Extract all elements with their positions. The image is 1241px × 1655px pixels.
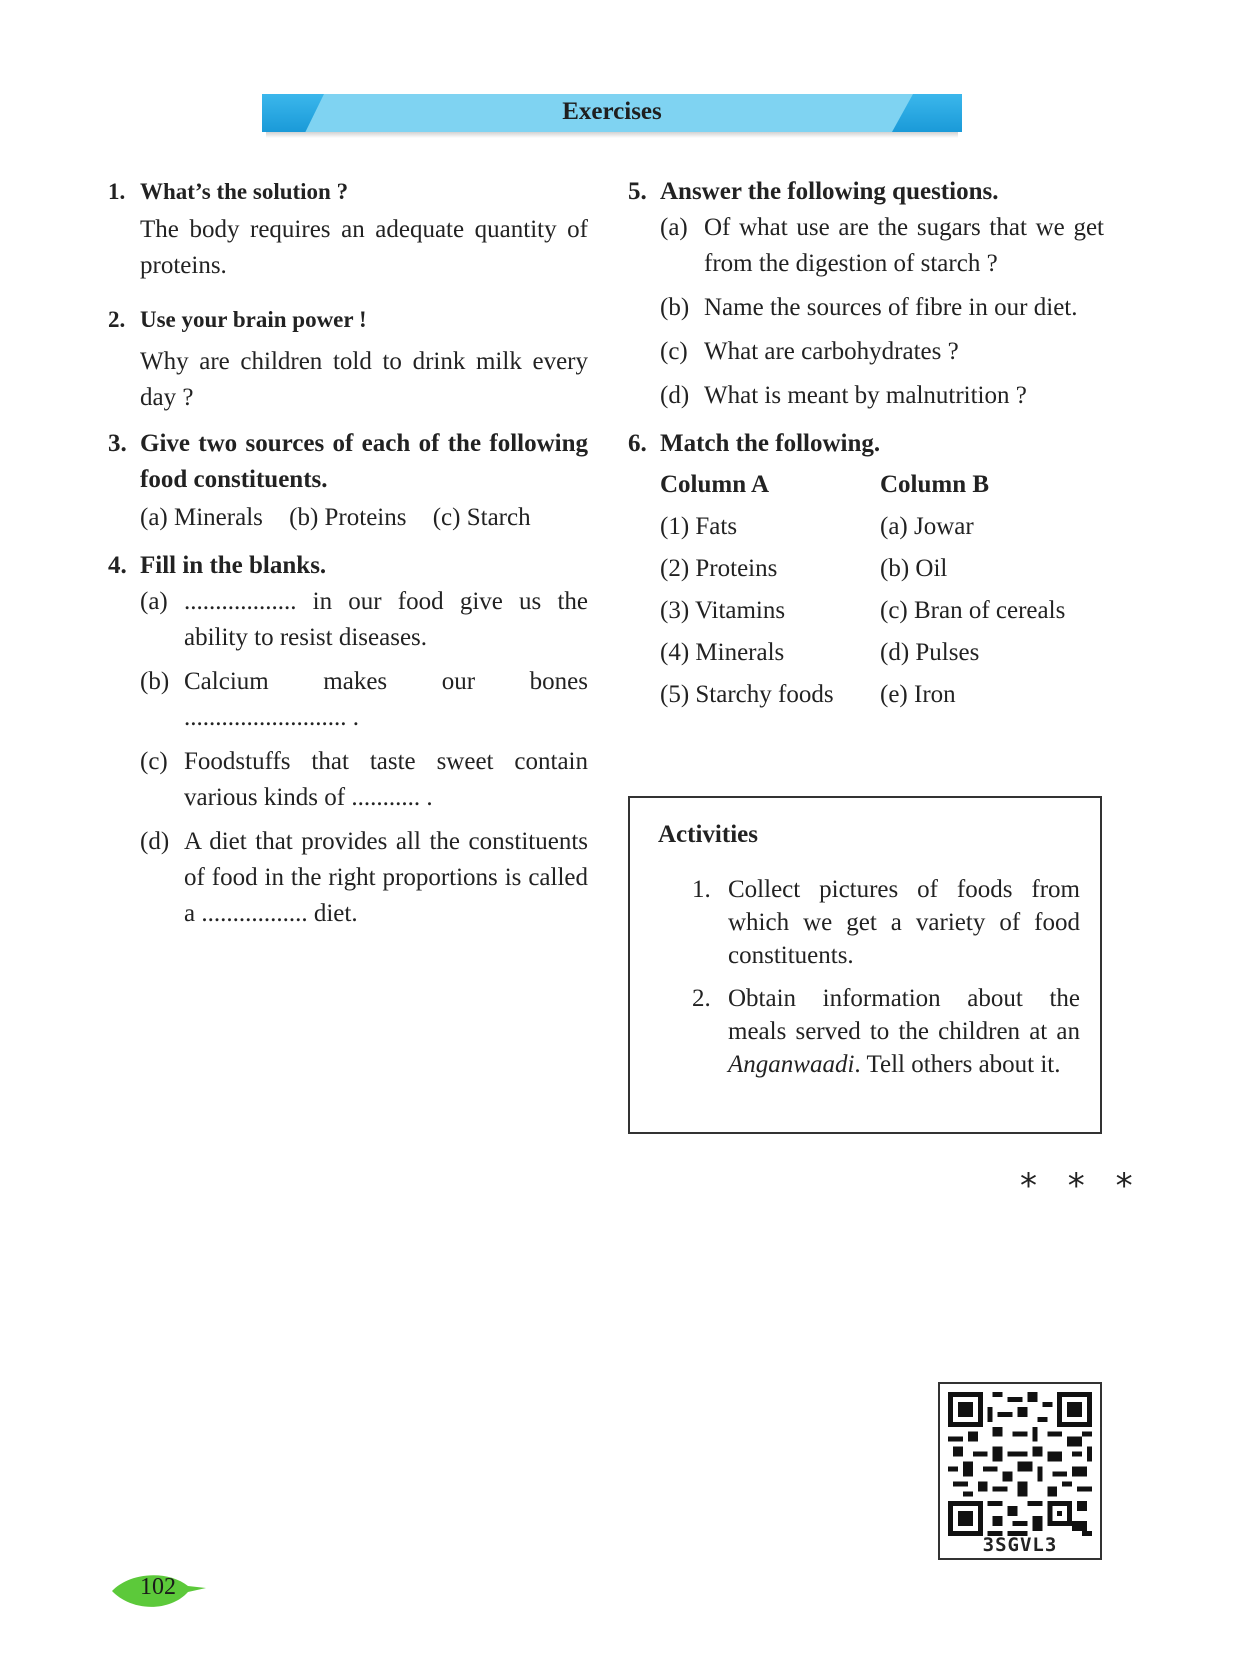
item-label: (b) (140, 668, 170, 695)
column-a-cell: (5) Starchy foods (660, 681, 834, 708)
question-title: Answer the following questions. (660, 178, 999, 205)
activity-text-start: Obtain information about the meals served to the children at an (728, 985, 1080, 1045)
match-row (660, 590, 1104, 632)
question-title: Fill in the blanks. (140, 552, 327, 579)
exercises-banner (262, 94, 962, 132)
item-label: (a) (660, 214, 688, 241)
question-5 (628, 174, 1104, 414)
column-a-cell: (1) Fats (660, 513, 738, 540)
column-a-cell: (2) Proteins (660, 555, 778, 582)
match-row (660, 548, 1104, 590)
match-row (660, 506, 1104, 548)
question-title: Use your brain power ! (140, 307, 367, 332)
answer-item-b (628, 290, 1104, 326)
qr-code-label: 3SGVL3 (982, 1534, 1058, 1556)
item-text: Of what use are the sugars that we get from the digestion of starch ? (704, 214, 1104, 277)
item-label: (c) (140, 748, 168, 775)
question-number: 1. (108, 179, 126, 204)
activity-text (728, 982, 1080, 1081)
question-number: 6. (628, 430, 647, 457)
options-list (108, 500, 588, 536)
activity-number: 1. (692, 876, 711, 903)
column-b-cell: (b) Oil (880, 555, 948, 582)
question-title: What’s the solution ? (140, 179, 349, 204)
activity-item (658, 873, 1080, 972)
column-a-header: Column A (660, 471, 770, 498)
activity-item (658, 982, 1080, 1081)
left-column (108, 174, 588, 932)
qr-code-icon (948, 1392, 1092, 1536)
question-number: 3. (108, 430, 127, 457)
activity-text: Collect pictures of foods from which we get a variety of food constituents. (728, 876, 1080, 969)
option-proteins: (b) Proteins (289, 504, 407, 531)
item-text: What is meant by malnutrition ? (704, 382, 1027, 409)
item-text: A diet that provides all the constituents of food in the right proportions is called a ................. diet. (184, 828, 588, 927)
match-row (660, 674, 1104, 716)
column-a-cell: (3) Vitamins (660, 597, 786, 624)
blank-item-a (108, 584, 588, 656)
option-starch: (c) Starch (432, 504, 531, 531)
column-a-cell: (4) Minerals (660, 639, 785, 666)
blank-item-c (108, 744, 588, 816)
option-minerals: (a) Minerals (140, 504, 263, 531)
question-title: Match the following. (660, 430, 881, 457)
match-row (660, 632, 1104, 674)
question-number: 4. (108, 552, 127, 579)
column-b-cell: (e) Iron (880, 681, 956, 708)
question-number: 2. (108, 307, 126, 332)
answer-item-a (628, 210, 1104, 282)
match-table (628, 464, 1104, 716)
item-label: (a) (140, 588, 168, 615)
page-title: Exercises (562, 98, 662, 125)
activity-text-end: . Tell others about it. (854, 1051, 1061, 1078)
activities-box (628, 796, 1102, 1134)
activities-title: Activities (658, 821, 758, 848)
question-3 (108, 426, 588, 536)
section-end-stars: * * * (1020, 1166, 1143, 1206)
question-1 (108, 174, 588, 284)
item-label: (b) (660, 294, 690, 321)
question-body: Why are children told to drink milk every day ? (140, 348, 588, 411)
question-4 (108, 548, 588, 932)
item-text: What are carbohydrates ? (704, 338, 959, 365)
item-text: .................. in our food give us the ability to resist diseases. (184, 588, 588, 651)
right-column (628, 174, 1104, 716)
question-body: The body requires an adequate quantity of proteins. (140, 216, 588, 279)
question-number: 5. (628, 178, 647, 205)
column-b-cell: (d) Pulses (880, 639, 980, 666)
qr-code[interactable] (938, 1382, 1102, 1560)
item-label: (d) (660, 382, 690, 409)
column-b-cell: (c) Bran of cereals (880, 597, 1066, 624)
column-b-header: Column B (880, 471, 990, 498)
blank-item-b (108, 664, 588, 736)
page-number: 102 (140, 1574, 176, 1600)
activity-italic-term: Anganwaadi (728, 1051, 855, 1078)
activity-number: 2. (692, 985, 711, 1012)
question-2 (108, 302, 588, 416)
blank-item-d (108, 824, 588, 932)
item-text: Name the sources of fibre in our diet. (704, 294, 1078, 321)
question-6 (628, 426, 1104, 716)
answer-item-c (628, 334, 1104, 370)
column-b-cell: (a) Jowar (880, 513, 974, 540)
item-label: (d) (140, 828, 170, 855)
item-label: (c) (660, 338, 688, 365)
answer-item-d (628, 378, 1104, 414)
item-text: Calcium makes our bones .......................... . (184, 668, 588, 731)
item-text: Foodstuffs that taste sweet contain various kinds of ........... . (184, 748, 588, 811)
banner-shadow (266, 132, 958, 138)
question-title: Give two sources of each of the following food constituents. (140, 430, 588, 493)
match-header-row (660, 464, 1104, 506)
